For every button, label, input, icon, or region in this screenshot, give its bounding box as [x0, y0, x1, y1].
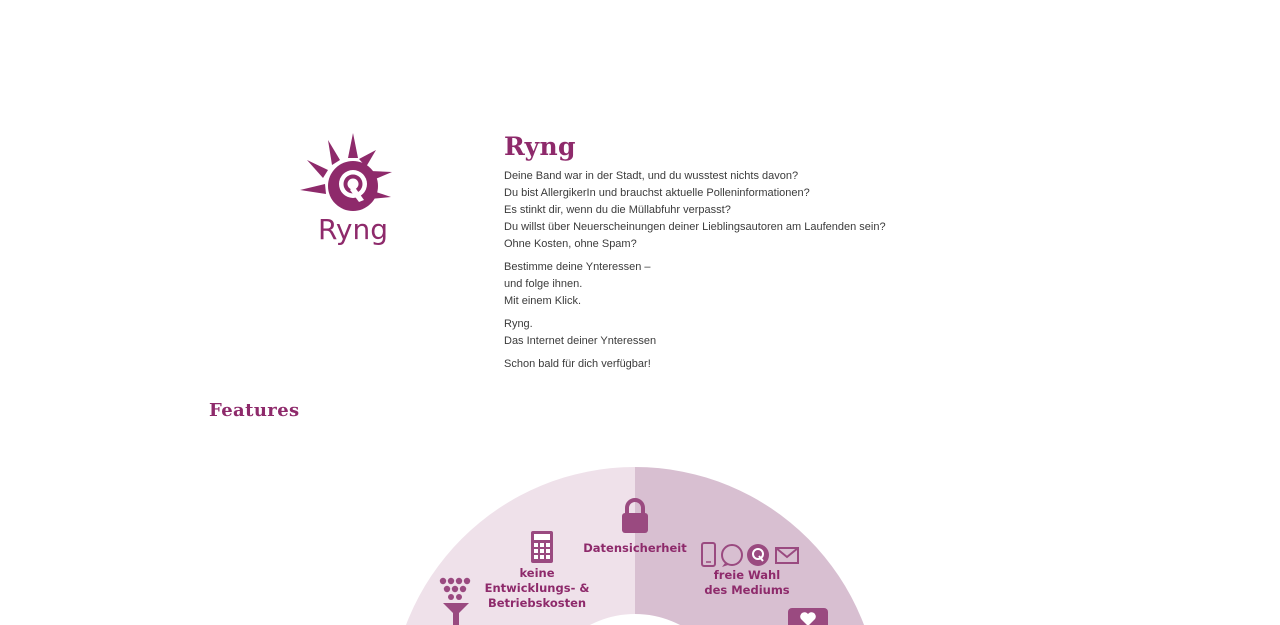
- intro-line: Du willst über Neuerscheinungen deiner Lieblingsautoren am Laufenden sein?: [504, 221, 886, 233]
- feature-label-security: [580, 541, 690, 556]
- intro-line: Ohne Kosten, ohne Spam?: [504, 238, 637, 250]
- intro-paragraph-interests: [504, 259, 964, 310]
- intro-availability: Schon bald für dich verfügbar!: [504, 358, 651, 370]
- ryng-sun-logo-icon: [296, 128, 396, 246]
- intro-line: Es stinkt dir, wenn du die Müllabfuhr verpasst?: [504, 204, 731, 216]
- intro-section: [504, 132, 964, 379]
- intro-line: Mit einem Klick.: [504, 295, 582, 307]
- feature-label-line: Betriebskosten: [487, 596, 587, 610]
- heart-box-icon: [788, 608, 828, 625]
- intro-line: Bestimme deine Ynteressen –: [504, 261, 651, 273]
- feature-label-line: Entwicklungs- &: [484, 581, 590, 595]
- feature-label-line: des Mediums: [704, 583, 790, 597]
- intro-line: Das Internet deiner Ynteressen: [504, 335, 657, 347]
- feature-label-line: freie Wahl: [713, 568, 781, 582]
- intro-line: und folge ihnen.: [504, 278, 583, 290]
- logo-wordmark: Ryng: [317, 213, 389, 246]
- intro-paragraph-tagline: [504, 316, 964, 350]
- intro-title: Ryng: [504, 132, 576, 161]
- features-wheel: [380, 460, 890, 625]
- features-title: Features: [209, 400, 300, 421]
- intro-line: Deine Band war in der Stadt, und du wusstest nichts davon?: [504, 170, 799, 182]
- feature-label-medium: [690, 568, 804, 598]
- feature-label-line: Datensicherheit: [583, 541, 687, 555]
- calculator-icon: [531, 531, 553, 563]
- intro-line: Ryng.: [504, 318, 533, 330]
- ryng-logo[interactable]: [296, 128, 396, 246]
- feature-label-costs: [480, 566, 594, 611]
- intro-paragraph-questions: [504, 168, 964, 253]
- feature-label-line: keine: [519, 566, 555, 580]
- intro-line: Du bist AllergikerIn und brauchst aktuelle Polleninformationen?: [504, 187, 810, 199]
